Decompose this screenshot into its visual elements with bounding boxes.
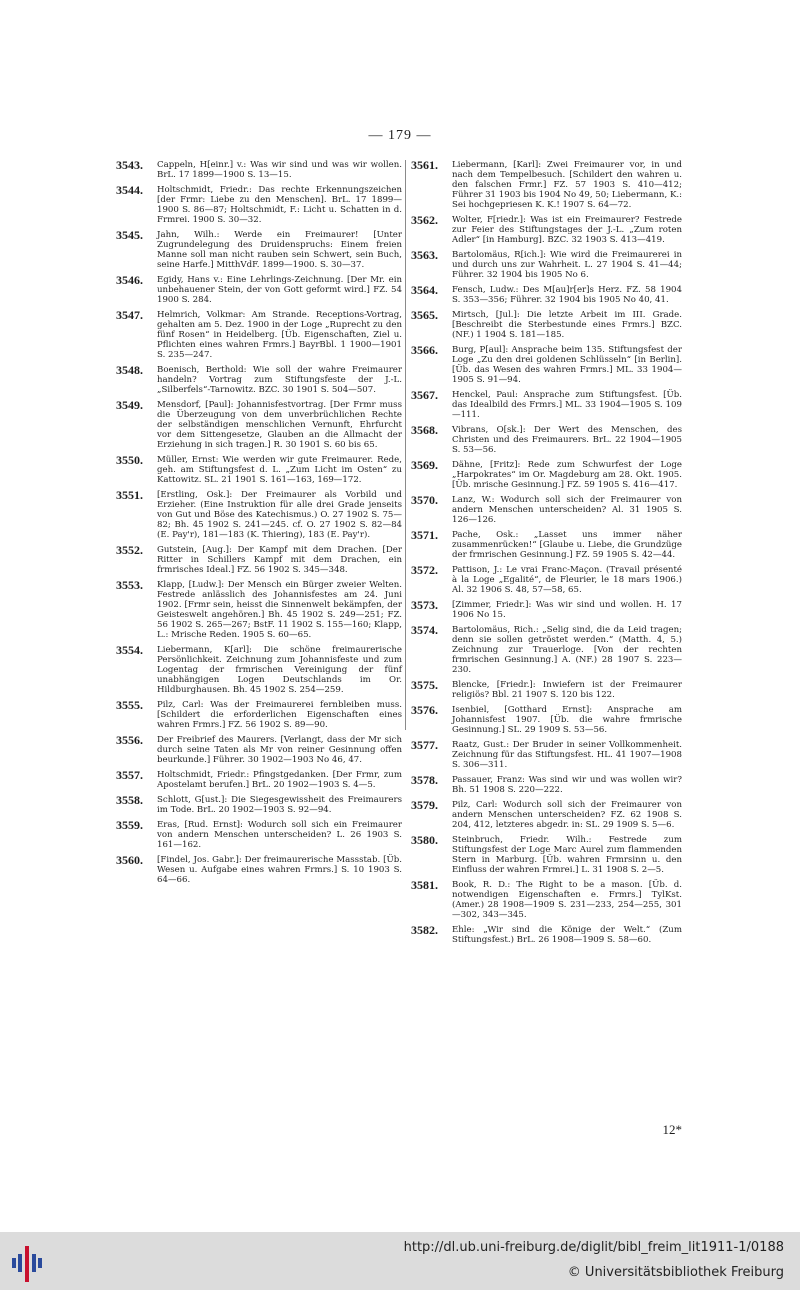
entry-text: [Zimmer, Friedr.]: Was wir sind und wollen. H. 17 1906 No 15. <box>452 600 682 620</box>
bibliography-entry <box>411 740 682 770</box>
entry-number: 3547. <box>116 308 143 322</box>
entry-text: Müller, Ernst: Wie werden wir gute Freimaurer. Rede, geh. am Stiftungsfest d. L. „Zum Licht im Osten“ zu Kattowitz. SL. 21 1901 S. 161—163, 169—172. <box>157 455 402 485</box>
entry-number: 3550. <box>116 453 143 467</box>
bibliography-entry <box>411 460 682 490</box>
entry-number: 3544. <box>116 183 143 197</box>
entry-number: 3543. <box>116 158 143 172</box>
bibliography-entry <box>411 530 682 560</box>
entry-text: Vibrans, O[sk.]: Der Wert des Menschen, des Christen und des Freimaurers. BrL. 22 1904—1905 S. 53—56. <box>452 425 682 455</box>
entry-number: 3582. <box>411 923 438 937</box>
entry-text: Gutstein, [Aug.]: Der Kampf mit dem Drachen. [Der Ritter in Schillers Kampf mit dem Drachen, ein frmrisches Ideal.] FZ. 56 1902 S. 345—348. <box>157 545 402 575</box>
entry-text: Fensch, Ludw.: Des M[au]r[er]s Herz. FZ. 58 1904 S. 353—356; Führer. 32 1904 bis 1905 No 40, 41. <box>452 285 682 305</box>
entry-number: 3572. <box>411 563 438 577</box>
viewer-footer <box>0 1232 800 1290</box>
bibliography-entry <box>411 425 682 455</box>
entry-number: 3574. <box>411 623 438 637</box>
bibliography-entry <box>116 455 402 485</box>
bibliography-entry <box>116 770 402 790</box>
permalink-url[interactable]: http://dl.ub.uni-freiburg.de/diglit/bibl_freim_lit1911-1/0188 <box>403 1240 784 1255</box>
entry-number: 3566. <box>411 343 438 357</box>
entry-number: 3578. <box>411 773 438 787</box>
entry-text: Wolter, F[riedr.]: Was ist ein Freimaurer? Festrede zur Feier des Stiftungstages der J.-L. „Zum roten Adler“ [in Hamburg]. BZC. 32 1903 S. 413—419. <box>452 215 682 245</box>
bibliography-entry <box>116 490 402 540</box>
entry-text: Helmrich, Volkmar: Am Strande. Receptions-Vortrag, gehalten am 5. Dez. 1900 in der Loge „Ruprecht zu den fünf Rosen“ in Heidelberg. [Üb. Eigenschaften, Ziel u. Pflichten eines wahren Frmrs.] BayrBbl. 1 1900—1901 S. 235—247. <box>157 310 402 360</box>
entry-text: Cappeln, H[einr.] v.: Was wir sind und was wir wollen. BrL. 17 1899—1900 S. 13—15. <box>157 160 402 180</box>
bibliography-entry <box>116 230 402 270</box>
bibliography-entry <box>411 495 682 525</box>
entry-text: Passauer, Franz: Was sind wir und was wollen wir? Bh. 51 1908 S. 220—222. <box>452 775 682 795</box>
entry-number: 3549. <box>116 398 143 412</box>
entry-number: 3579. <box>411 798 438 812</box>
bibliography-entry <box>411 680 682 700</box>
entry-number: 3557. <box>116 768 143 782</box>
entry-number: 3553. <box>116 578 143 592</box>
entry-number: 3571. <box>411 528 438 542</box>
bibliography-entry <box>411 345 682 385</box>
entry-text: Liebermann, [Karl]: Zwei Freimaurer vor, in und nach dem Tempelbesuch. [Schildert den wahren u. den falschen Frmr.] FZ. 57 1903 S. 410—412; Führer 31 1903 bis 1904 No 49, 50; Liebermann, K.: Sei hochgepriesen K. K.! 1907 S. 64—72. <box>452 160 682 210</box>
left-column <box>116 160 402 890</box>
bibliography-entry <box>411 310 682 340</box>
bibliography-entry <box>116 275 402 305</box>
entry-text: Holtschmidt, Friedr.: Pfingstgedanken. [Der Frmr, zum Apostelamt berufen.] BrL. 20 1902—1903 S. 4—5. <box>157 770 402 790</box>
entry-text: Isenbiel, [Gotthard Ernst]: Ansprache am Johannisfest 1907. [Üb. die wahre frmrische Gesinnung.] SL. 29 1909 S. 53—56. <box>452 705 682 735</box>
bibliography-entry <box>411 250 682 280</box>
bibliography-entry <box>116 735 402 765</box>
entry-text: Holtschmidt, Friedr.: Das rechte Erkennungszeichen [der Frmr: Liebe zu den Menschen]. BrL. 17 1899—1900 S. 86—87; Holtschmidt, F.: Licht u. Schatten in d. Frmrei. 1900 S. 30—32. <box>157 185 402 225</box>
entry-text: Mirtsch, [Jul.]: Die letzte Arbeit im III. Grade. [Beschreibt die Sterbestunde eines Frmrs.] BZC. (NF.) 1 1904 S. 181—185. <box>452 310 682 340</box>
bibliography-entry <box>116 365 402 395</box>
library-logo-icon <box>12 1244 42 1284</box>
bibliography-entry <box>116 580 402 640</box>
entry-text: Pilz, Carl: Was der Freimaurerei fernbleiben muss. [Schildert die erforderlichen Eigenschaften eines wahren Frmrs.] FZ. 56 1902 S. 89—90. <box>157 700 402 730</box>
bibliography-entry <box>116 400 402 450</box>
right-column <box>411 160 682 950</box>
entry-number: 3568. <box>411 423 438 437</box>
entry-number: 3560. <box>116 853 143 867</box>
entry-number: 3552. <box>116 543 143 557</box>
page-number: — 179 — <box>368 128 432 143</box>
entry-text: Eras, [Rud. Ernst]: Wodurch soll sich ein Freimaurer von andern Menschen unterscheiden? L. 26 1903 S. 161—162. <box>157 820 402 850</box>
entry-text: Jahn, Wilh.: Werde ein Freimaurer! [Unter Zugrundelegung des Druidenspruchs: Einem freien Manne soll man nicht rauben sein Schwert, sein Buch, seine Harfe.] MitthVdF. 1899—1900. S. 30—37. <box>157 230 402 270</box>
entry-number: 3556. <box>116 733 143 747</box>
bibliography-entry <box>116 310 402 360</box>
bibliography-entry <box>411 600 682 620</box>
bibliography-entry <box>116 820 402 850</box>
entry-text: Mensdorf, [Paul]: Johannisfestvortrag. [Der Frmr muss die Überzeugung von dem unverbrüchlichen Rechte der selbständigen menschlichen Vernunft, Ehrfurcht vor dem Sittengesetze, Glauben an die Allmacht der Erziehung in sich tragen.] R. 30 1901 S. 60 bis 65. <box>157 400 402 450</box>
bibliography-entry <box>116 185 402 225</box>
bibliography-entry <box>411 800 682 830</box>
bibliography-entry <box>411 160 682 210</box>
entry-text: Klapp, [Ludw.]: Der Mensch ein Bürger zweier Welten. Festrede anlässlich des Johannisfestes am 24. Juni 1902. [Frmr sein, heisst die Sinnenwelt bekämpfen, der Geisteswelt angehören.] Bh. 45 1902 S. 249—251; FZ. 56 1902 S. 265—267; BstF. 11 1902 S. 155—160; Klapp, L.: Mrische Reden. 1905 S. 60—65. <box>157 580 402 640</box>
bibliography-entry <box>116 645 402 695</box>
entry-number: 3575. <box>411 678 438 692</box>
entry-number: 3562. <box>411 213 438 227</box>
entry-number: 3577. <box>411 738 438 752</box>
entry-text: Ehle: „Wir sind die Könige der Welt.“ (Zum Stiftungsfest.) BrL. 26 1908—1909 S. 58—60. <box>452 925 682 945</box>
entry-number: 3548. <box>116 363 143 377</box>
bibliography-entry <box>116 795 402 815</box>
entry-number: 3569. <box>411 458 438 472</box>
entry-text: Egidy, Hans v.: Eine Lehrlings-Zeichnung. [Der Mr. ein unbehauener Stein, der von Gott geformt wird.] FZ. 54 1900 S. 284. <box>157 275 402 305</box>
bibliography-entry <box>411 285 682 305</box>
entry-text: Schlott, G[ust.]: Die Siegesgewissheit des Freimaurers im Tode. BrL. 20 1902—1903 S. 92—94. <box>157 795 402 815</box>
entry-number: 3554. <box>116 643 143 657</box>
entry-number: 3545. <box>116 228 143 242</box>
bibliography-entry <box>411 705 682 735</box>
entry-text: Bartolomäus, R[ich.]: Wie wird die Freimaurerei in und durch uns zur Wahrheit. L. 27 1904 S. 41—44; Führer. 32 1904 bis 1905 No 6. <box>452 250 682 280</box>
entry-number: 3567. <box>411 388 438 402</box>
entry-text: Blencke, [Friedr.]: Inwiefern ist der Freimaurer religiös? Bbl. 21 1907 S. 120 bis 122. <box>452 680 682 700</box>
entry-text: Lanz, W.: Wodurch soll sich der Freimaurer von andern Menschen unterscheiden? Al. 31 1905 S. 126—126. <box>452 495 682 525</box>
bibliography-entry <box>116 700 402 730</box>
bibliography-entry <box>411 775 682 795</box>
bibliography-entry <box>411 390 682 420</box>
bibliography-entry <box>411 565 682 595</box>
entry-number: 3570. <box>411 493 438 507</box>
signature-mark: 12* <box>662 1122 682 1137</box>
bibliography-entry <box>411 880 682 920</box>
entry-text: Burg, P[aul]: Ansprache beim 135. Stiftungsfest der Loge „Zu den drei goldenen Schlüsseln“ [in Berlin]. [Üb. das Wesen des wahren Frmrs.] ML. 33 1904—1905 S. 91—94. <box>452 345 682 385</box>
entry-number: 3576. <box>411 703 438 717</box>
entry-text: [Findel, Jos. Gabr.]: Der freimaurerische Massstab. [Üb. Wesen u. Aufgabe eines wahren Frmrs.] S. 10 1903 S. 64—66. <box>157 855 402 885</box>
entry-text: [Erstling, Osk.]: Der Freimaurer als Vorbild und Erzieher. (Eine Instruktion für alle drei Grade jenseits von Gut und Böse des Katechismus.) O. 27 1902 S. 75—82; Bh. 45 1902 S. 241—245. cf. O. 27 1902 S. 82—84 (E. Pay'r), 181—183 (K. Thiering), 183 (E. Pay'r). <box>157 490 402 540</box>
entry-number: 3573. <box>411 598 438 612</box>
entry-number: 3546. <box>116 273 143 287</box>
entry-text: Dähne, [Fritz]: Rede zum Schwurfest der Loge „Harpokrates“ im Or. Magdeburg am 28. Okt. 1905. [Üb. mrische Gesinnung.] FZ. 59 1905 S. 416—417. <box>452 460 682 490</box>
entry-number: 3565. <box>411 308 438 322</box>
entry-number: 3580. <box>411 833 438 847</box>
entry-text: Pattison, J.: Le vrai Franc-Maçon. (Travail présenté à la Loge „Egalité“, de Fleurier, le 18 mars 1906.) Al. 32 1906 S. 48, 57—58, 65. <box>452 565 682 595</box>
entry-text: Raatz, Gust.: Der Bruder in seiner Vollkommenheit. Zeichnung für das Stiftungsfest. HL. 41 1907—1908 S. 306—311. <box>452 740 682 770</box>
bibliography-entry <box>116 855 402 885</box>
entry-number: 3561. <box>411 158 438 172</box>
copyright-notice: © Universitätsbibliothek Freiburg <box>567 1265 784 1280</box>
entry-text: Boenisch, Berthold: Wie soll der wahre Freimaurer handeln? Vortrag zum Stiftungsfeste der J.-L. „Silberfels“-Tarnowitz. BZC. 30 1901 S. 504—507. <box>157 365 402 395</box>
entry-number: 3558. <box>116 793 143 807</box>
column-divider <box>405 160 406 730</box>
entry-text: Henckel, Paul: Ansprache zum Stiftungsfest. [Üb. das Idealbild des Frmrs.] ML. 33 1904—1905 S. 109—111. <box>452 390 682 420</box>
entry-number: 3564. <box>411 283 438 297</box>
entry-text: Steinbruch, Friedr. Wilh.: Festrede zum Stiftungsfest der Loge Marc Aurel zum flammenden Stern in Marburg. [Üb. wahren Frmrsinn u. den Einfluss der wahren Frmrei.] L. 31 1908 S. 2—5. <box>452 835 682 875</box>
bibliography-entry <box>116 545 402 575</box>
entry-number: 3581. <box>411 878 438 892</box>
bibliography-entry <box>411 835 682 875</box>
entry-number: 3551. <box>116 488 143 502</box>
entry-number: 3555. <box>116 698 143 712</box>
entry-text: Book, R. D.: The Right to be a mason. [Üb. d. notwendigen Eigenschaften e. Frmrs.] TylKst. (Amer.) 28 1908—1909 S. 231—233, 254—255, 301—302, 343—345. <box>452 880 682 920</box>
entry-text: Pilz, Carl: Wodurch soll sich der Freimaurer von andern Menschen unterscheiden? FZ. 62 1908 S. 204, 412, letzteres abgedr. in: SL. 29 1909 S. 5—6. <box>452 800 682 830</box>
bibliography-entry <box>411 625 682 675</box>
entry-text: Liebermann, K[arl]: Die schöne freimaurerische Persönlichkeit. Zeichnung zum Johannisfeste und zum Logentag der frmrischen Vereinigung der fünf unabhängigen Logen Deutschlands im Or. Hildburghausen. Bh. 45 1902 S. 254—259. <box>157 645 402 695</box>
entry-number: 3559. <box>116 818 143 832</box>
bibliography-entry <box>411 215 682 245</box>
entry-text: Pache, Osk.: „Lasset uns immer näher zusammenrücken!“ [Glaube u. Liebe, die Grundzüge der frmrischen Gesinnung.] FZ. 59 1905 S. 42—44. <box>452 530 682 560</box>
bibliography-entry <box>411 925 682 945</box>
entry-text: Der Freibrief des Maurers. [Verlangt, dass der Mr sich durch seine Taten als Mr von reiner Gesinnung offen beurkunde.] Führer. 30 1902—1903 No 46, 47. <box>157 735 402 765</box>
entry-number: 3563. <box>411 248 438 262</box>
entry-text: Bartolomäus, Rich.: „Selig sind, die da Leid tragen; denn sie sollen getröstet werden.“ (Matth. 4, 5.) Zeichnung zur Trauerloge. [Von der rechten frmrischen Gesinnung.] A. (NF.) 28 1907 S. 223—230. <box>452 625 682 675</box>
bibliography-entry <box>116 160 402 180</box>
